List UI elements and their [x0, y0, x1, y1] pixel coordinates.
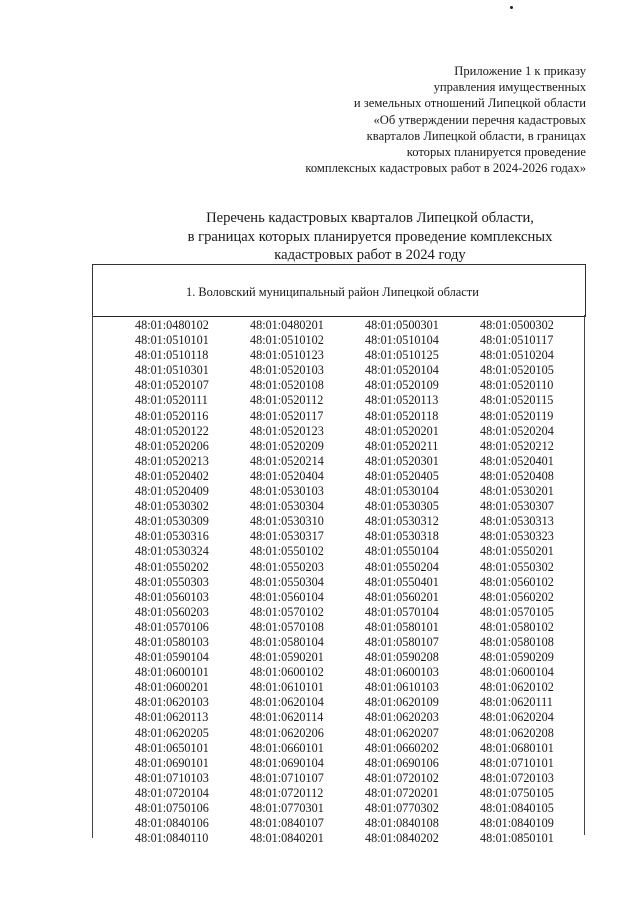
appendix-line: Приложение 1 к приказу — [454, 64, 586, 78]
table-cell: 48:01:0520117 — [250, 408, 324, 423]
table-cell: 48:01:0520116 — [135, 408, 209, 423]
table-cell: 48:01:0550401 — [365, 574, 439, 589]
table-cell: 48:01:0770301 — [250, 801, 324, 815]
table-cell: 48:01:0520109 — [365, 378, 439, 393]
table-border-left — [92, 315, 93, 838]
table-cell: 48:01:0520206 — [135, 438, 209, 453]
table-cell: 48:01:0620205 — [135, 725, 209, 740]
appendix-line: «Об утверждении перечня кадастровых — [373, 112, 586, 127]
appendix-line: кварталов Липецкой области, в границах — [366, 128, 586, 143]
table-cell: 48:01:0620203 — [365, 710, 439, 725]
table-cell: 48:01:0510204 — [480, 348, 554, 363]
table-cell: 48:01:0580101 — [365, 619, 439, 634]
appendix-line: комплексных кадастровых работ в 2024-2026 годах» — [305, 161, 586, 176]
table-cell: 48:01:0510102 — [250, 333, 324, 348]
table-cell: 48:01:0680101 — [480, 740, 554, 755]
table-cell: 48:01:0560201 — [365, 589, 439, 604]
title-line: в границах которых планируется проведение комплексных — [187, 228, 553, 245]
table-cell: 48:01:0720102 — [365, 770, 439, 785]
table-cell: 48:01:0530324 — [135, 544, 209, 559]
table-cell: 48:01:0620208 — [480, 725, 554, 740]
table-cell: 48:01:0620204 — [480, 710, 554, 725]
table-cell: 48:01:0530309 — [135, 514, 209, 529]
table-cell: 48:01:0590104 — [135, 650, 209, 665]
table-cell: 48:01:0620103 — [135, 695, 209, 710]
table-cell: 48:01:0530316 — [135, 529, 209, 544]
table-cell: 48:01:0510301 — [135, 363, 209, 378]
table-cell: 48:01:0520119 — [480, 408, 554, 423]
table-cell: 48:01:0690106 — [365, 755, 439, 770]
table-cell: 48:01:0550204 — [365, 559, 439, 574]
table-cell: 48:01:0510117 — [480, 333, 554, 348]
table-cell: 48:01:0520105 — [480, 363, 554, 378]
table-cell: 48:01:0750106 — [135, 801, 209, 815]
table-cell: 48:01:0520115 — [480, 393, 554, 408]
table-cell: 48:01:0550304 — [250, 574, 324, 589]
appendix-line: и земельных отношений Липецкой области — [353, 96, 586, 111]
table-cell: 48:01:0770302 — [365, 801, 439, 815]
table-cell: 48:01:0500301 — [365, 318, 439, 332]
table-cell: 48:01:0720201 — [365, 785, 439, 800]
table-cell: 48:01:0520209 — [250, 438, 324, 453]
table-cell: 48:01:0530323 — [480, 529, 554, 544]
appendix-line: управления имущественных — [433, 80, 586, 95]
table-cell: 48:01:0580104 — [250, 634, 324, 649]
table-cell: 48:01:0520213 — [135, 453, 209, 468]
table-cell: 48:01:0530103 — [250, 484, 324, 499]
table-cell: 48:01:0520408 — [480, 468, 554, 483]
table-cell: 48:01:0520122 — [135, 423, 209, 438]
table-cell: 48:01:0520112 — [250, 393, 324, 408]
table-cell: 48:01:0840201 — [250, 831, 324, 846]
table-cell: 48:01:0530307 — [480, 499, 554, 514]
table-cell: 48:01:0480201 — [250, 318, 324, 332]
table-cell: 48:01:0570106 — [135, 619, 209, 634]
table-cell: 48:01:0720103 — [480, 770, 554, 785]
table-cell: 48:01:0530104 — [365, 484, 439, 499]
table-cell: 48:01:0520201 — [365, 423, 439, 438]
table-cell: 48:01:0550104 — [365, 544, 439, 559]
table-cell: 48:01:0610103 — [365, 680, 439, 695]
table-cell: 48:01:0840109 — [480, 816, 554, 831]
table-cell: 48:01:0550203 — [250, 559, 324, 574]
table-cell: 48:01:0530318 — [365, 529, 439, 544]
table-cell: 48:01:0580103 — [135, 634, 209, 649]
table-cell: 48:01:0690101 — [135, 755, 209, 770]
title-line: кадастровых работ в 2024 году — [274, 247, 466, 263]
table-cell: 48:01:0840110 — [135, 831, 209, 846]
table-cell: 48:01:0520113 — [365, 393, 439, 408]
table-cell: 48:01:0610101 — [250, 680, 324, 695]
table-cell: 48:01:0590209 — [480, 650, 554, 665]
table-cell: 48:01:0580107 — [365, 634, 439, 649]
table-cell: 48:01:0500302 — [480, 318, 554, 332]
table-cell: 48:01:0520204 — [480, 423, 554, 438]
table-cell: 48:01:0620207 — [365, 725, 439, 740]
table-cell: 48:01:0510101 — [135, 333, 209, 348]
table-cell: 48:01:0600103 — [365, 665, 439, 680]
table-cell: 48:01:0650101 — [135, 740, 209, 755]
table-cell: 48:01:0570102 — [250, 604, 324, 619]
table-cell: 48:01:0620206 — [250, 725, 324, 740]
table-cell: 48:01:0560104 — [250, 589, 324, 604]
table-cell: 48:01:0510118 — [135, 348, 209, 363]
table-cell: 48:01:0530305 — [365, 499, 439, 514]
table-cell: 48:01:0560102 — [480, 574, 554, 589]
table-cell: 48:01:0660202 — [365, 740, 439, 755]
table-cell: 48:01:0510125 — [365, 348, 439, 363]
table-cell: 48:01:0520405 — [365, 468, 439, 483]
table-cell: 48:01:0560202 — [480, 589, 554, 604]
table-cell: 48:01:0520404 — [250, 468, 324, 483]
table-cell: 48:01:0620109 — [365, 695, 439, 710]
table-cell: 48:01:0600201 — [135, 680, 209, 695]
table-cell: 48:01:0520212 — [480, 438, 554, 453]
table-cell: 48:01:0710101 — [480, 755, 554, 770]
table-cell: 48:01:0590201 — [250, 650, 324, 665]
table-cell: 48:01:0530313 — [480, 514, 554, 529]
table-cell: 48:01:0580108 — [480, 634, 554, 649]
table-cell: 48:01:0720104 — [135, 785, 209, 800]
table-cell: 48:01:0720112 — [250, 785, 324, 800]
table-cell: 48:01:0480102 — [135, 318, 209, 332]
table-cell: 48:01:0530312 — [365, 514, 439, 529]
table-cell: 48:01:0710103 — [135, 770, 209, 785]
table-cell: 48:01:0840107 — [250, 816, 324, 831]
table-cell: 48:01:0690104 — [250, 755, 324, 770]
table-cell: 48:01:0550201 — [480, 544, 554, 559]
table-cell: 48:01:0530310 — [250, 514, 324, 529]
table-cell: 48:01:0550303 — [135, 574, 209, 589]
cadastral-table — [125, 318, 585, 846]
table-cell: 48:01:0620102 — [480, 680, 554, 695]
appendix-line: которых планируется проведение — [406, 145, 586, 160]
table-cell: 48:01:0600101 — [135, 665, 209, 680]
table-cell: 48:01:0520110 — [480, 378, 554, 393]
table-cell: 48:01:0520118 — [365, 408, 439, 423]
table-cell: 48:01:0570104 — [365, 604, 439, 619]
table-cell: 48:01:0620111 — [480, 695, 553, 710]
table-cell: 48:01:0620114 — [250, 710, 324, 725]
table-cell: 48:01:0520409 — [135, 484, 209, 499]
table-cell: 48:01:0570105 — [480, 604, 554, 619]
appendix-block — [305, 63, 586, 176]
table-cell: 48:01:0520108 — [250, 378, 324, 393]
document-title — [140, 209, 600, 265]
title-line: Перечень кадастровых кварталов Липецкой области, — [206, 210, 534, 226]
table-cell: 48:01:0560103 — [135, 589, 209, 604]
table-cell: 48:01:0840202 — [365, 831, 439, 846]
table-cell: 48:01:0510123 — [250, 348, 324, 363]
table-cell: 48:01:0520301 — [365, 453, 439, 468]
table-cell: 48:01:0600104 — [480, 665, 554, 680]
table-cell: 48:01:0520211 — [365, 438, 439, 453]
table-cell: 48:01:0620113 — [135, 710, 209, 725]
table-cell: 48:01:0590208 — [365, 650, 439, 665]
table-cell: 48:01:0520401 — [480, 453, 554, 468]
table-cell: 48:01:0840105 — [480, 801, 554, 815]
table-cell: 48:01:0530302 — [135, 499, 209, 514]
table-cell: 48:01:0580102 — [480, 619, 554, 634]
table-cell: 48:01:0530317 — [250, 529, 324, 544]
table-cell: 48:01:0660101 — [250, 740, 324, 755]
table-cell: 48:01:0600102 — [250, 665, 324, 680]
table-cell: 48:01:0520104 — [365, 363, 439, 378]
table-cell: 48:01:0560203 — [135, 604, 209, 619]
section-heading: 1. Воловский муниципальный район Липецкой области — [186, 285, 479, 299]
table-cell: 48:01:0850101 — [480, 831, 554, 846]
table-cell: 48:01:0840106 — [135, 816, 209, 831]
table-cell: 48:01:0520107 — [135, 378, 209, 393]
table-cell: 48:01:0530304 — [250, 499, 324, 514]
table-cell: 48:01:0570108 — [250, 619, 324, 634]
table-cell: 48:01:0510104 — [365, 333, 439, 348]
scan-dot — [510, 6, 513, 9]
table-cell: 48:01:0530201 — [480, 484, 554, 499]
table-cell: 48:01:0550302 — [480, 559, 554, 574]
table-cell: 48:01:0550202 — [135, 559, 209, 574]
table-cell: 48:01:0520402 — [135, 468, 209, 483]
table-cell: 48:01:0550102 — [250, 544, 324, 559]
table-cell: 48:01:0520103 — [250, 363, 324, 378]
table-cell: 48:01:0620104 — [250, 695, 324, 710]
table-cell: 48:01:0840108 — [365, 816, 439, 831]
table-cell: 48:01:0750105 — [480, 785, 554, 800]
table-cell: 48:01:0520123 — [250, 423, 324, 438]
table-cell: 48:01:0520111 — [135, 393, 208, 408]
table-cell: 48:01:0520214 — [250, 453, 324, 468]
table-cell: 48:01:0710107 — [250, 770, 324, 785]
